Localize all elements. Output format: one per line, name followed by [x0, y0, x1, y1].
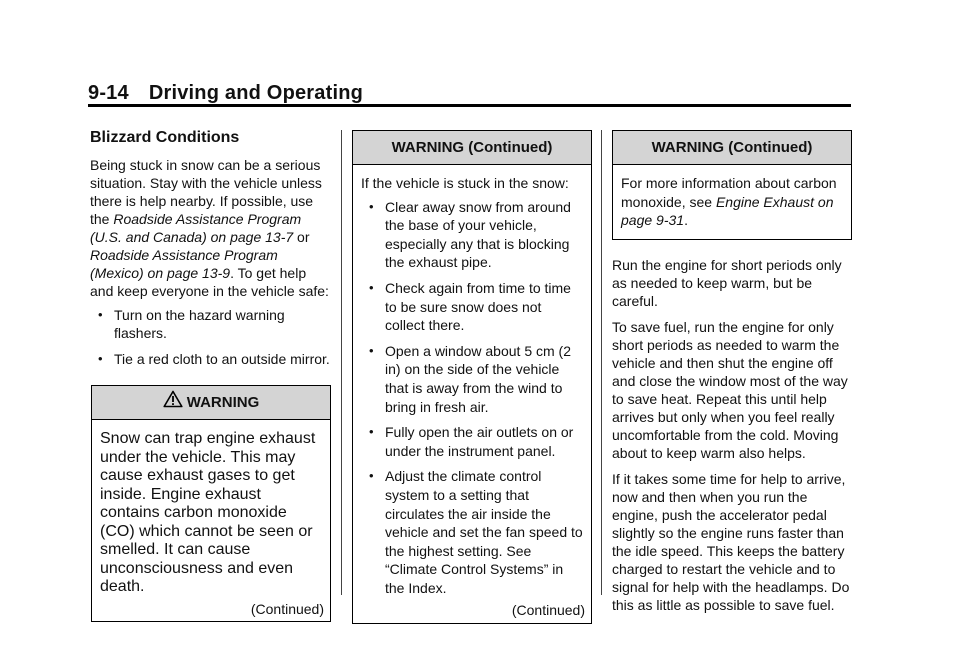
list-item: • Clear away snow from around the base of your vehicle, especially any that is blocking the exhaust pipe.	[369, 198, 571, 271]
bullet-icon: •	[369, 279, 374, 295]
warning-triangle-icon	[163, 387, 183, 420]
bullet-icon: •	[98, 307, 103, 322]
warning-text: Snow can trap engine exhaust under the vehicle. This may cause exhaust gases to get inside. Engine exhaust contains carbon monoxide (CO) which cannot be seen or smelled. It can cause unconsciousness and even death.	[100, 430, 316, 595]
warning-content: For more information about carbon monoxide, see Engine Exhaust on page 9-31.	[621, 175, 837, 229]
warning-content	[353, 165, 591, 601]
warning-header: WARNING (Continued)	[353, 131, 591, 165]
column-2	[352, 130, 592, 624]
list-item: • Adjust the climate control system to a setting that circulates the air inside the vehicle and set the fan speed to the highest setting. See “Climate Control Systems” in the Index.	[369, 468, 583, 596]
section-title: Blizzard Conditions	[90, 129, 240, 146]
bullet-icon: •	[369, 468, 374, 484]
warning-box-continued	[352, 130, 592, 624]
column-divider	[341, 130, 342, 595]
list-item: • Fully open the air outlets on or under the instrument panel.	[369, 424, 574, 459]
warning-header	[92, 386, 330, 420]
continued-label: (Continued)	[511, 602, 585, 619]
warning-title: WARNING	[186, 394, 260, 411]
warning-box-continued	[612, 130, 852, 240]
bullet-icon: •	[369, 198, 374, 214]
column-1	[90, 128, 330, 376]
list-item: • Check again from time to time to be sure snow does not collect there.	[369, 279, 571, 334]
list-item: • Open a window about 5 cm (2 in) on the side of the vehicle that is away from the wind to bring in fresh air.	[369, 342, 571, 415]
cross-reference: Roadside Assistance Program (Mexico) on page 13-9	[90, 247, 278, 281]
warning-header: WARNING (Continued)	[613, 131, 851, 165]
column-divider	[601, 130, 602, 595]
continued-label: (Continued)	[250, 600, 324, 617]
list-item: • Tie a red cloth to an outside mirror.	[98, 351, 330, 367]
warning-box	[91, 385, 331, 622]
list-item: • Turn on the hazard warning flashers.	[98, 307, 285, 341]
warning-lead: If the vehicle is stuck in the snow:	[361, 175, 569, 191]
chapter-title: Driving and Operating	[148, 82, 364, 104]
bullet-icon: •	[369, 342, 374, 358]
bullet-icon: •	[98, 351, 103, 366]
section-intro: Being stuck in snow can be a serious situation. Stay with the vehicle unless there is help nearby. If possible, use the Roadside Assistance Program (U.S. and Canada) on page 13-7 or Roadside Assistance Program (Mexico) on page 13-9. To get help and keep everyone in the vehicle safe:	[90, 157, 329, 299]
paragraph: To save fuel, run the engine for only short periods as needed to warm the vehicle and then shut the engine off and close the window most of the way to save heat. Repeat this until help arrives but only when you feel really uncomfortable from the cold. Moving about to keep warm also helps.	[612, 318, 848, 461]
page-number: 9-14	[88, 82, 129, 104]
paragraph: If it takes some time for help to arrive, now and then when you run the engine, push the accelerator pedal slightly so the engine runs faster than the idle speed. This keeps the battery charged to restart the vehicle and to signal for help with the headlamps. Do this as little as possible to save fuel.	[612, 470, 850, 613]
safety-list	[90, 306, 330, 368]
page-header	[88, 82, 363, 105]
header-rule	[88, 104, 851, 107]
bullet-icon: •	[369, 424, 374, 440]
warning-list	[361, 198, 583, 598]
column-3	[612, 130, 852, 620]
cross-reference: Engine Exhaust on page 9-31	[621, 193, 834, 229]
paragraph: Run the engine for short periods only as needed to keep warm, but be careful.	[612, 256, 842, 309]
cross-reference: Roadside Assistance Program (U.S. and Canada) on page 13-7	[90, 211, 302, 245]
